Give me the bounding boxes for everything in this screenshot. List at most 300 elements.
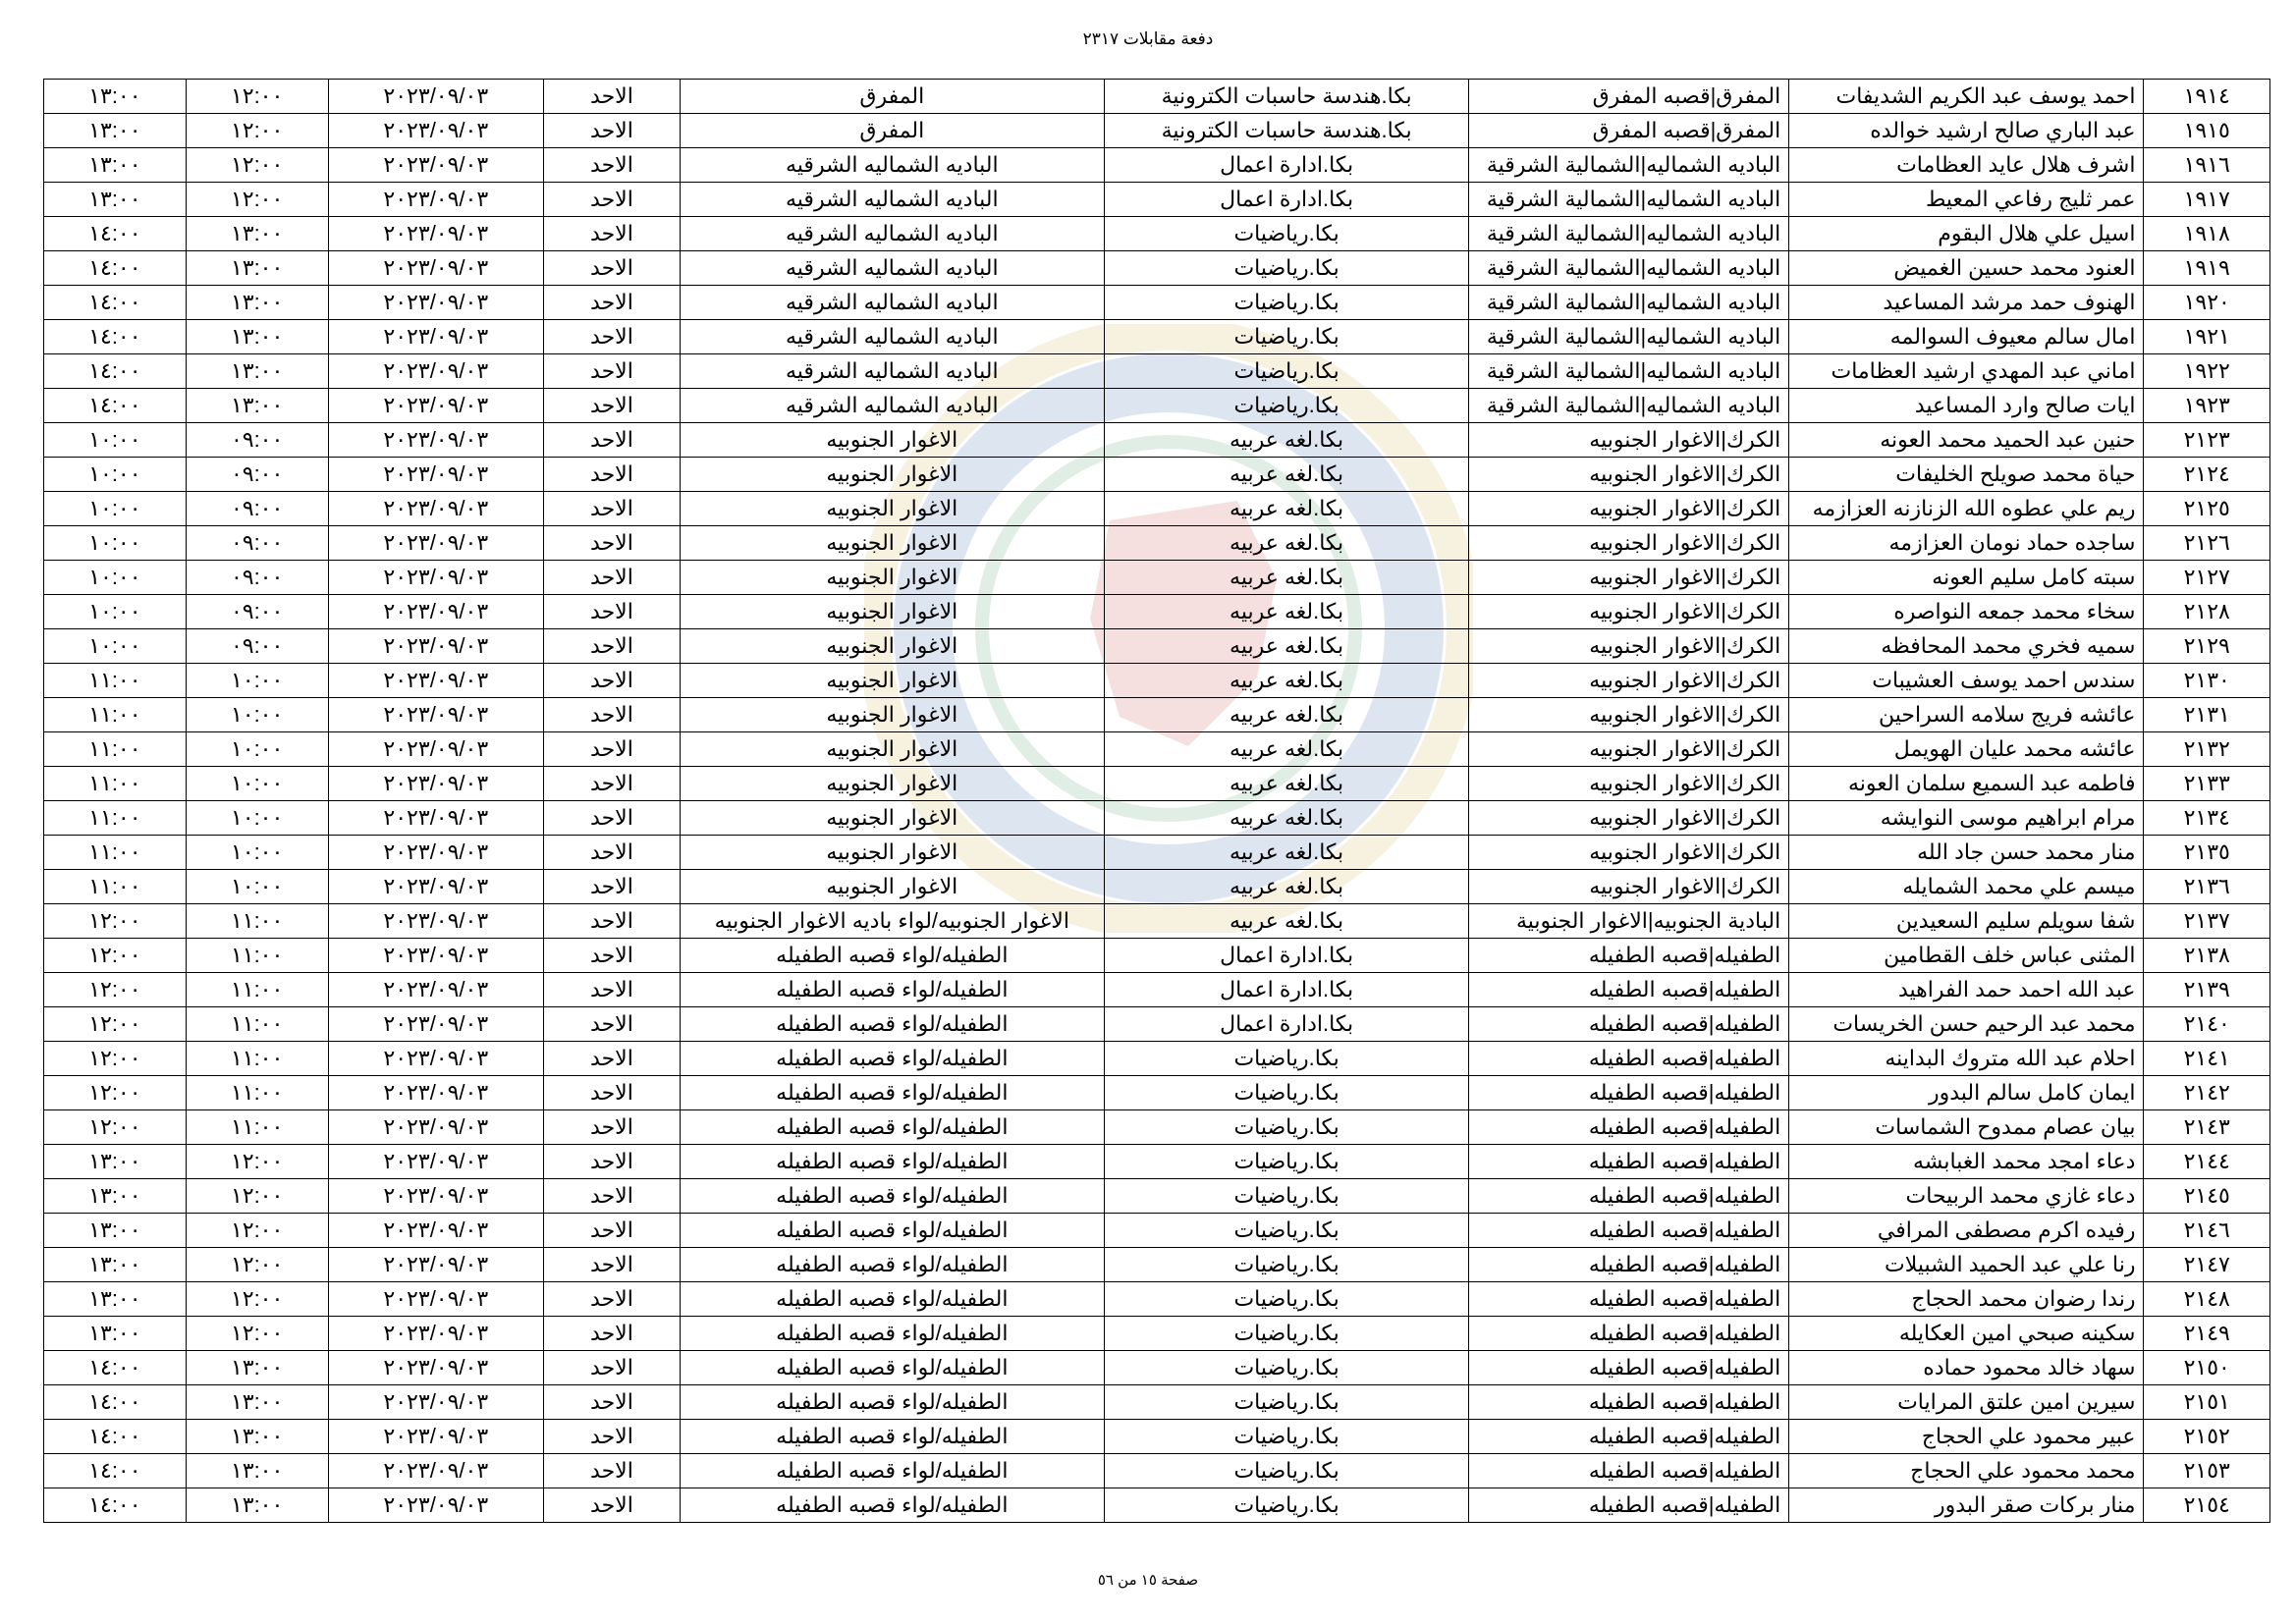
row-number: ٢١٤١ xyxy=(2144,1042,2270,1076)
interview-location: الاغوار الجنوبيه xyxy=(680,732,1104,767)
date-cell: ٢٠٢٣/٠٩/٠٣ xyxy=(328,1042,544,1076)
specialization-cell: بكا.رياضيات xyxy=(1104,1110,1468,1145)
table-row xyxy=(44,801,2270,836)
interview-location: المفرق xyxy=(680,114,1104,148)
region-cell: الباديه الشماليه|الشمالية الشرقية xyxy=(1469,286,1789,320)
candidate-name: دعاء امجد محمد الغبابشه xyxy=(1789,1145,2144,1179)
start-time: ١٣:٠٠ xyxy=(186,251,328,286)
specialization-cell: بكا.ادارة اعمال xyxy=(1104,939,1468,973)
date-cell: ٢٠٢٣/٠٩/٠٣ xyxy=(328,80,544,114)
specialization-cell: بكا.رياضيات xyxy=(1104,320,1468,354)
day-cell: الاحد xyxy=(544,1488,681,1523)
region-cell: الطفيله|قصبه الطفيله xyxy=(1469,1351,1789,1385)
day-cell: الاحد xyxy=(544,389,681,423)
day-cell: الاحد xyxy=(544,629,681,664)
date-cell: ٢٠٢٣/٠٩/٠٣ xyxy=(328,1214,544,1248)
day-cell: الاحد xyxy=(544,1317,681,1351)
region-cell: الطفيله|قصبه الطفيله xyxy=(1469,1454,1789,1488)
specialization-cell: بكا.رياضيات xyxy=(1104,1488,1468,1523)
row-number: ٢١٢٣ xyxy=(2144,423,2270,458)
start-time: ١٠:٠٠ xyxy=(186,767,328,801)
region-cell: الطفيله|قصبه الطفيله xyxy=(1469,973,1789,1007)
start-time: ١٠:٠٠ xyxy=(186,732,328,767)
date-cell: ٢٠٢٣/٠٩/٠٣ xyxy=(328,148,544,183)
row-number: ٢١٥٢ xyxy=(2144,1420,2270,1454)
row-number: ٢١٤٩ xyxy=(2144,1317,2270,1351)
region-cell: الكرك|الاغوار الجنوبيه xyxy=(1469,870,1789,904)
specialization-cell: بكا.رياضيات xyxy=(1104,1042,1468,1076)
table-row xyxy=(44,148,2270,183)
day-cell: الاحد xyxy=(544,492,681,526)
day-cell: الاحد xyxy=(544,1248,681,1282)
candidate-name: امال سالم معيوف السوالمه xyxy=(1789,320,2144,354)
day-cell: الاحد xyxy=(544,1145,681,1179)
candidate-name: ريم علي عطوه الله الزنازنه العزازمه xyxy=(1789,492,2144,526)
day-cell: الاحد xyxy=(544,1282,681,1317)
region-cell: الطفيله|قصبه الطفيله xyxy=(1469,1110,1789,1145)
day-cell: الاحد xyxy=(544,664,681,698)
specialization-cell: بكا.رياضيات xyxy=(1104,251,1468,286)
specialization-cell: بكا.رياضيات xyxy=(1104,217,1468,251)
region-cell: الطفيله|قصبه الطفيله xyxy=(1469,1214,1789,1248)
date-cell: ٢٠٢٣/٠٩/٠٣ xyxy=(328,1420,544,1454)
interview-location: الطفيله/لواء قصبه الطفيله xyxy=(680,1042,1104,1076)
interview-location: الاغوار الجنوبيه xyxy=(680,836,1104,870)
region-cell: الكرك|الاغوار الجنوبيه xyxy=(1469,836,1789,870)
end-time: ١٢:٠٠ xyxy=(44,1110,187,1145)
day-cell: الاحد xyxy=(544,698,681,732)
specialization-cell: بكا.رياضيات xyxy=(1104,286,1468,320)
start-time: ٠٩:٠٠ xyxy=(186,492,328,526)
end-time: ١٢:٠٠ xyxy=(44,973,187,1007)
interview-location: الباديه الشماليه الشرقيه xyxy=(680,286,1104,320)
date-cell: ٢٠٢٣/٠٩/٠٣ xyxy=(328,1454,544,1488)
end-time: ١٤:٠٠ xyxy=(44,1351,187,1385)
candidate-name: فاطمه عبد السميع سلمان العونه xyxy=(1789,767,2144,801)
date-cell: ٢٠٢٣/٠٩/٠٣ xyxy=(328,767,544,801)
region-cell: الباديه الشماليه|الشمالية الشرقية xyxy=(1469,251,1789,286)
end-time: ١٤:٠٠ xyxy=(44,251,187,286)
candidate-name: رندا رضوان محمد الحجاج xyxy=(1789,1282,2144,1317)
start-time: ٠٩:٠٠ xyxy=(186,423,328,458)
region-cell: الباديه الشماليه|الشمالية الشرقية xyxy=(1469,183,1789,217)
table-row xyxy=(44,1317,2270,1351)
specialization-cell: بكا.هندسة حاسبات الكترونية xyxy=(1104,80,1468,114)
date-cell: ٢٠٢٣/٠٩/٠٣ xyxy=(328,629,544,664)
row-number: ٢١٢٥ xyxy=(2144,492,2270,526)
region-cell: الطفيله|قصبه الطفيله xyxy=(1469,1282,1789,1317)
end-time: ١٢:٠٠ xyxy=(44,939,187,973)
specialization-cell: بكا.لغه عربيه xyxy=(1104,664,1468,698)
region-cell: الباديه الشماليه|الشمالية الشرقية xyxy=(1469,389,1789,423)
row-number: ٢١٤٣ xyxy=(2144,1110,2270,1145)
specialization-cell: بكا.رياضيات xyxy=(1104,1317,1468,1351)
region-cell: المفرق|قصبه المفرق xyxy=(1469,114,1789,148)
table-row xyxy=(44,664,2270,698)
row-number: ٢١٤٢ xyxy=(2144,1076,2270,1110)
start-time: ١١:٠٠ xyxy=(186,1042,328,1076)
specialization-cell: بكا.لغه عربيه xyxy=(1104,629,1468,664)
candidate-name: عبد الباري صالح ارشيد خوالده xyxy=(1789,114,2144,148)
end-time: ١٢:٠٠ xyxy=(44,1042,187,1076)
table-row xyxy=(44,939,2270,973)
day-cell: الاحد xyxy=(544,320,681,354)
date-cell: ٢٠٢٣/٠٩/٠٣ xyxy=(328,423,544,458)
region-cell: الباديه الشماليه|الشمالية الشرقية xyxy=(1469,217,1789,251)
specialization-cell: بكا.رياضيات xyxy=(1104,389,1468,423)
start-time: ١٢:٠٠ xyxy=(186,1145,328,1179)
end-time: ١٠:٠٠ xyxy=(44,629,187,664)
day-cell: الاحد xyxy=(544,561,681,595)
specialization-cell: بكا.رياضيات xyxy=(1104,1282,1468,1317)
specialization-cell: بكا.رياضيات xyxy=(1104,1420,1468,1454)
region-cell: البادية الجنوبيه|الاغوار الجنوبية xyxy=(1469,904,1789,939)
candidate-name: عبد الله احمد حمد الفراهيد xyxy=(1789,973,2144,1007)
end-time: ١١:٠٠ xyxy=(44,801,187,836)
date-cell: ٢٠٢٣/٠٩/٠٣ xyxy=(328,1248,544,1282)
table-body xyxy=(44,80,2270,1523)
start-time: ١١:٠٠ xyxy=(186,939,328,973)
interview-location: الطفيله/لواء قصبه الطفيله xyxy=(680,1385,1104,1420)
row-number: ٢١٣٢ xyxy=(2144,732,2270,767)
start-time: ١١:٠٠ xyxy=(186,973,328,1007)
region-cell: الطفيله|قصبه الطفيله xyxy=(1469,1248,1789,1282)
candidate-name: رفيده اكرم مصطفى المرافي xyxy=(1789,1214,2144,1248)
day-cell: الاحد xyxy=(544,251,681,286)
start-time: ١٣:٠٠ xyxy=(186,1420,328,1454)
region-cell: الكرك|الاغوار الجنوبيه xyxy=(1469,801,1789,836)
interview-location: الاغوار الجنوبيه/لواء باديه الاغوار الجنوبيه xyxy=(680,904,1104,939)
start-time: ١٠:٠٠ xyxy=(186,664,328,698)
date-cell: ٢٠٢٣/٠٩/٠٣ xyxy=(328,939,544,973)
candidate-name: ايات صالح وارد المساعيد xyxy=(1789,389,2144,423)
end-time: ١٢:٠٠ xyxy=(44,1007,187,1042)
candidate-name: المثنى عباس خلف القطامين xyxy=(1789,939,2144,973)
interview-location: الاغوار الجنوبيه xyxy=(680,801,1104,836)
candidate-name: سيرين امين علتق المرايات xyxy=(1789,1385,2144,1420)
end-time: ١٠:٠٠ xyxy=(44,492,187,526)
day-cell: الاحد xyxy=(544,732,681,767)
specialization-cell: بكا.لغه عربيه xyxy=(1104,732,1468,767)
row-number: ٢١٤٤ xyxy=(2144,1145,2270,1179)
date-cell: ٢٠٢٣/٠٩/٠٣ xyxy=(328,1076,544,1110)
table-row xyxy=(44,1351,2270,1385)
date-cell: ٢٠٢٣/٠٩/٠٣ xyxy=(328,836,544,870)
region-cell: الكرك|الاغوار الجنوبيه xyxy=(1469,561,1789,595)
region-cell: الكرك|الاغوار الجنوبيه xyxy=(1469,767,1789,801)
date-cell: ٢٠٢٣/٠٩/٠٣ xyxy=(328,526,544,561)
specialization-cell: بكا.لغه عربيه xyxy=(1104,492,1468,526)
end-time: ١٣:٠٠ xyxy=(44,1145,187,1179)
row-number: ٢١٢٦ xyxy=(2144,526,2270,561)
candidate-name: العنود محمد حسين الغميض xyxy=(1789,251,2144,286)
date-cell: ٢٠٢٣/٠٩/٠٣ xyxy=(328,389,544,423)
region-cell: الطفيله|قصبه الطفيله xyxy=(1469,1420,1789,1454)
end-time: ١١:٠٠ xyxy=(44,732,187,767)
date-cell: ٢٠٢٣/٠٩/٠٣ xyxy=(328,251,544,286)
table-row xyxy=(44,1385,2270,1420)
specialization-cell: بكا.ادارة اعمال xyxy=(1104,1007,1468,1042)
region-cell: الطفيله|قصبه الطفيله xyxy=(1469,1007,1789,1042)
start-time: ٠٩:٠٠ xyxy=(186,595,328,629)
day-cell: الاحد xyxy=(544,1076,681,1110)
candidate-name: اسيل علي هلال البقوم xyxy=(1789,217,2144,251)
day-cell: الاحد xyxy=(544,836,681,870)
region-cell: الطفيله|قصبه الطفيله xyxy=(1469,1179,1789,1214)
date-cell: ٢٠٢٣/٠٩/٠٣ xyxy=(328,1351,544,1385)
end-time: ١٣:٠٠ xyxy=(44,183,187,217)
end-time: ١٤:٠٠ xyxy=(44,320,187,354)
start-time: ١٢:٠٠ xyxy=(186,1179,328,1214)
interview-location: الاغوار الجنوبيه xyxy=(680,698,1104,732)
end-time: ١٠:٠٠ xyxy=(44,423,187,458)
table-row xyxy=(44,870,2270,904)
day-cell: الاحد xyxy=(544,526,681,561)
day-cell: الاحد xyxy=(544,286,681,320)
candidate-name: سخاء محمد جمعه النواصره xyxy=(1789,595,2144,629)
day-cell: الاحد xyxy=(544,114,681,148)
interview-location: الاغوار الجنوبيه xyxy=(680,492,1104,526)
specialization-cell: بكا.لغه عربيه xyxy=(1104,767,1468,801)
date-cell: ٢٠٢٣/٠٩/٠٣ xyxy=(328,217,544,251)
interview-location: الطفيله/لواء قصبه الطفيله xyxy=(680,1248,1104,1282)
candidate-name: عمر ثليج رفاعي المعيط xyxy=(1789,183,2144,217)
day-cell: الاحد xyxy=(544,904,681,939)
interview-location: الاغوار الجنوبيه xyxy=(680,870,1104,904)
table-row xyxy=(44,1110,2270,1145)
day-cell: الاحد xyxy=(544,1179,681,1214)
row-number: ٢١٣٤ xyxy=(2144,801,2270,836)
specialization-cell: بكا.هندسة حاسبات الكترونية xyxy=(1104,114,1468,148)
start-time: ١٠:٠٠ xyxy=(186,870,328,904)
region-cell: الكرك|الاغوار الجنوبيه xyxy=(1469,732,1789,767)
table-row xyxy=(44,423,2270,458)
candidate-name: محمد محمود علي الحجاج xyxy=(1789,1454,2144,1488)
specialization-cell: بكا.رياضيات xyxy=(1104,1145,1468,1179)
start-time: ١٣:٠٠ xyxy=(186,286,328,320)
table-row xyxy=(44,320,2270,354)
start-time: ١٣:٠٠ xyxy=(186,320,328,354)
candidate-name: حنين عبد الحميد محمد العونه xyxy=(1789,423,2144,458)
end-time: ١١:٠٠ xyxy=(44,698,187,732)
interview-location: المفرق xyxy=(680,80,1104,114)
page-title: دفعة مقابلات ٢٣١٧ xyxy=(1082,29,1214,48)
start-time: ١٢:٠٠ xyxy=(186,1214,328,1248)
day-cell: الاحد xyxy=(544,458,681,492)
row-number: ٢١٥٠ xyxy=(2144,1351,2270,1385)
date-cell: ٢٠٢٣/٠٩/٠٣ xyxy=(328,1488,544,1523)
specialization-cell: بكا.ادارة اعمال xyxy=(1104,148,1468,183)
table-row xyxy=(44,114,2270,148)
interview-location: الطفيله/لواء قصبه الطفيله xyxy=(680,1145,1104,1179)
date-cell: ٢٠٢٣/٠٩/٠٣ xyxy=(328,458,544,492)
end-time: ١٣:٠٠ xyxy=(44,1179,187,1214)
interview-location: الباديه الشماليه الشرقيه xyxy=(680,354,1104,389)
table-row xyxy=(44,1454,2270,1488)
start-time: ٠٩:٠٠ xyxy=(186,561,328,595)
start-time: ١٠:٠٠ xyxy=(186,836,328,870)
region-cell: الطفيله|قصبه الطفيله xyxy=(1469,1317,1789,1351)
end-time: ١١:٠٠ xyxy=(44,664,187,698)
start-time: ١٢:٠٠ xyxy=(186,80,328,114)
interview-location: الطفيله/لواء قصبه الطفيله xyxy=(680,1317,1104,1351)
row-number: ٢١٢٨ xyxy=(2144,595,2270,629)
region-cell: الباديه الشماليه|الشمالية الشرقية xyxy=(1469,354,1789,389)
end-time: ١١:٠٠ xyxy=(44,870,187,904)
end-time: ١٤:٠٠ xyxy=(44,354,187,389)
start-time: ٠٩:٠٠ xyxy=(186,526,328,561)
date-cell: ٢٠٢٣/٠٩/٠٣ xyxy=(328,1385,544,1420)
start-time: ١٣:٠٠ xyxy=(186,217,328,251)
candidate-name: رنا علي عبد الحميد الشبيلات xyxy=(1789,1248,2144,1282)
date-cell: ٢٠٢٣/٠٩/٠٣ xyxy=(328,320,544,354)
end-time: ١٣:٠٠ xyxy=(44,114,187,148)
row-number: ٢١٣٦ xyxy=(2144,870,2270,904)
specialization-cell: بكا.لغه عربيه xyxy=(1104,904,1468,939)
interview-location: الاغوار الجنوبيه xyxy=(680,526,1104,561)
table-row xyxy=(44,1179,2270,1214)
date-cell: ٢٠٢٣/٠٩/٠٣ xyxy=(328,1145,544,1179)
interview-location: الاغوار الجنوبيه xyxy=(680,423,1104,458)
specialization-cell: بكا.لغه عربيه xyxy=(1104,423,1468,458)
candidate-name: اشرف هلال عايد العظامات xyxy=(1789,148,2144,183)
row-number: ٢١٢٤ xyxy=(2144,458,2270,492)
start-time: ٠٩:٠٠ xyxy=(186,458,328,492)
date-cell: ٢٠٢٣/٠٩/٠٣ xyxy=(328,1110,544,1145)
table-row xyxy=(44,698,2270,732)
row-number: ٢١٤٧ xyxy=(2144,1248,2270,1282)
interview-location: الطفيله/لواء قصبه الطفيله xyxy=(680,1282,1104,1317)
start-time: ١٣:٠٠ xyxy=(186,1454,328,1488)
day-cell: الاحد xyxy=(544,148,681,183)
table-row xyxy=(44,492,2270,526)
row-number: ٢١٣٥ xyxy=(2144,836,2270,870)
specialization-cell: بكا.رياضيات xyxy=(1104,1385,1468,1420)
table-row xyxy=(44,767,2270,801)
day-cell: الاحد xyxy=(544,1042,681,1076)
interview-location: الباديه الشماليه الشرقيه xyxy=(680,251,1104,286)
candidate-name: ايمان كامل سالم البدور xyxy=(1789,1076,2144,1110)
interview-schedule-table xyxy=(43,79,2270,1523)
region-cell: الطفيله|قصبه الطفيله xyxy=(1469,1145,1789,1179)
table-row xyxy=(44,80,2270,114)
candidate-name: عبير محمود علي الحجاج xyxy=(1789,1420,2144,1454)
candidate-name: الهنوف حمد مرشد المساعيد xyxy=(1789,286,2144,320)
date-cell: ٢٠٢٣/٠٩/٠٣ xyxy=(328,1007,544,1042)
table-row xyxy=(44,1488,2270,1523)
start-time: ١٢:٠٠ xyxy=(186,1317,328,1351)
end-time: ١٣:٠٠ xyxy=(44,1214,187,1248)
day-cell: الاحد xyxy=(544,80,681,114)
end-time: ١٤:٠٠ xyxy=(44,1420,187,1454)
end-time: ١٠:٠٠ xyxy=(44,561,187,595)
row-number: ٢١٥١ xyxy=(2144,1385,2270,1420)
end-time: ١٤:٠٠ xyxy=(44,217,187,251)
day-cell: الاحد xyxy=(544,1214,681,1248)
row-number: ٢١٢٧ xyxy=(2144,561,2270,595)
specialization-cell: بكا.رياضيات xyxy=(1104,1179,1468,1214)
start-time: ١٣:٠٠ xyxy=(186,389,328,423)
end-time: ١٤:٠٠ xyxy=(44,286,187,320)
table-row xyxy=(44,595,2270,629)
region-cell: الطفيله|قصبه الطفيله xyxy=(1469,1076,1789,1110)
end-time: ١٣:٠٠ xyxy=(44,1248,187,1282)
start-time: ١٣:٠٠ xyxy=(186,1351,328,1385)
table-row xyxy=(44,217,2270,251)
table-row xyxy=(44,1007,2270,1042)
date-cell: ٢٠٢٣/٠٩/٠٣ xyxy=(328,286,544,320)
end-time: ١٣:٠٠ xyxy=(44,1317,187,1351)
interview-location: الطفيله/لواء قصبه الطفيله xyxy=(680,1179,1104,1214)
row-number: ١٩٢٢ xyxy=(2144,354,2270,389)
date-cell: ٢٠٢٣/٠٩/٠٣ xyxy=(328,1317,544,1351)
table-row xyxy=(44,526,2270,561)
region-cell: الكرك|الاغوار الجنوبيه xyxy=(1469,629,1789,664)
table-row xyxy=(44,973,2270,1007)
end-time: ١١:٠٠ xyxy=(44,836,187,870)
day-cell: الاحد xyxy=(544,1420,681,1454)
candidate-name: اماني عبد المهدي ارشيد العظامات xyxy=(1789,354,2144,389)
candidate-name: احمد يوسف عبد الكريم الشديفات xyxy=(1789,80,2144,114)
specialization-cell: بكا.رياضيات xyxy=(1104,1248,1468,1282)
table-row xyxy=(44,1214,2270,1248)
row-number: ٢١٣٨ xyxy=(2144,939,2270,973)
table-row xyxy=(44,354,2270,389)
end-time: ١٣:٠٠ xyxy=(44,148,187,183)
candidate-name: بيان عصام ممدوح الشماسات xyxy=(1789,1110,2144,1145)
start-time: ١٢:٠٠ xyxy=(186,114,328,148)
table-row xyxy=(44,836,2270,870)
candidate-name: عائشه محمد عليان الهويمل xyxy=(1789,732,2144,767)
start-time: ١٠:٠٠ xyxy=(186,698,328,732)
interview-location: الطفيله/لواء قصبه الطفيله xyxy=(680,1007,1104,1042)
date-cell: ٢٠٢٣/٠٩/٠٣ xyxy=(328,904,544,939)
interview-location: الاغوار الجنوبيه xyxy=(680,458,1104,492)
row-number: ٢١٤٨ xyxy=(2144,1282,2270,1317)
table-row xyxy=(44,1282,2270,1317)
day-cell: الاحد xyxy=(544,1007,681,1042)
interview-location: الطفيله/لواء قصبه الطفيله xyxy=(680,1488,1104,1523)
interview-location: الباديه الشماليه الشرقيه xyxy=(680,183,1104,217)
date-cell: ٢٠٢٣/٠٩/٠٣ xyxy=(328,732,544,767)
row-number: ٢١٤٥ xyxy=(2144,1179,2270,1214)
row-number: ٢١٥٣ xyxy=(2144,1454,2270,1488)
day-cell: الاحد xyxy=(544,217,681,251)
end-time: ١٣:٠٠ xyxy=(44,1282,187,1317)
candidate-name: احلام عبد الله متروك البداينه xyxy=(1789,1042,2144,1076)
table-row xyxy=(44,389,2270,423)
table-row xyxy=(44,1145,2270,1179)
date-cell: ٢٠٢٣/٠٩/٠٣ xyxy=(328,492,544,526)
candidate-name: ميسم علي محمد الشمايله xyxy=(1789,870,2144,904)
candidate-name: منار محمد حسن جاد الله xyxy=(1789,836,2144,870)
specialization-cell: بكا.لغه عربيه xyxy=(1104,870,1468,904)
interview-location: الطفيله/لواء قصبه الطفيله xyxy=(680,1351,1104,1385)
specialization-cell: بكا.لغه عربيه xyxy=(1104,458,1468,492)
end-time: ١١:٠٠ xyxy=(44,767,187,801)
table-row xyxy=(44,1042,2270,1076)
interview-location: الاغوار الجنوبيه xyxy=(680,664,1104,698)
end-time: ١٠:٠٠ xyxy=(44,458,187,492)
end-time: ١٠:٠٠ xyxy=(44,595,187,629)
row-number: ٢١٥٤ xyxy=(2144,1488,2270,1523)
candidate-name: سكينه صبحي امين العكايله xyxy=(1789,1317,2144,1351)
start-time: ١١:٠٠ xyxy=(186,1076,328,1110)
page-number: صفحة ١٥ من ٥٦ xyxy=(1097,1572,1199,1589)
start-time: ١١:٠٠ xyxy=(186,1007,328,1042)
row-number: ١٩١٤ xyxy=(2144,80,2270,114)
interview-location: الطفيله/لواء قصبه الطفيله xyxy=(680,973,1104,1007)
